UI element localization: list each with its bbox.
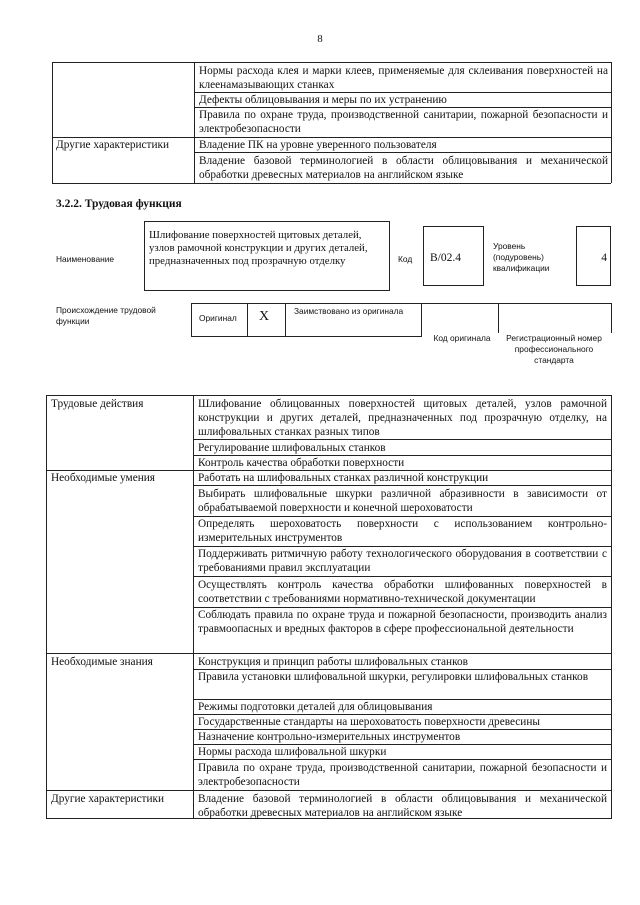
table-cell: Осуществлять контроль качества обработки шлифованных поверхностей в соответствии с требованиями нормативно-технической документации <box>198 579 607 605</box>
table-border <box>576 285 611 286</box>
table-cell: Поддерживать ритмичную работу технологического оборудования в соответствии с требованиями правил эксплуатации <box>198 548 607 574</box>
table-border <box>389 221 390 291</box>
table-cell: Режимы подготовки деталей для облицовывания <box>198 701 433 713</box>
table-border <box>52 183 611 184</box>
table-border <box>576 226 611 227</box>
table-cell: Владение базовой терминологией в области облицовывания и механической обработки древесных материалов на английском языке <box>199 155 608 181</box>
table-border <box>191 336 421 337</box>
table-border <box>610 226 611 286</box>
table-cell: Нормы расхода клея и марки клеев, применяемые для склеивания поверхностей на клеенамазывающих станках <box>199 65 608 91</box>
table-border <box>611 395 612 819</box>
table-border <box>46 395 47 819</box>
original-label: Оригинал <box>199 313 237 323</box>
table-border <box>285 303 286 337</box>
original-mark: X <box>259 309 270 324</box>
table-border <box>423 226 483 227</box>
section-heading: 3.2.2. Трудовая функция <box>56 198 182 210</box>
qualification-level: 4 <box>601 252 607 264</box>
code-label: Код <box>398 254 413 264</box>
table-border <box>144 221 145 291</box>
table-cell: Правила установки шлифовальной шкурки, регулировки шлифовальных станков <box>198 671 589 683</box>
reg-number-label: Регистрационный номер профессионального стандарта <box>506 333 602 365</box>
table-border <box>193 759 611 760</box>
borrowed-label: Заимствовано из оригинала <box>294 306 404 316</box>
table-cell: Нормы расхода шлифовальной шкурки <box>198 746 387 758</box>
level-label: Уровень (подуровень) квалификации <box>493 241 550 273</box>
row-label: Другие характеристики <box>56 139 170 151</box>
table-border <box>191 303 612 304</box>
table-border <box>46 395 611 396</box>
page-number: 8 <box>317 33 323 45</box>
table-border <box>611 303 612 333</box>
table-border <box>576 226 577 286</box>
table-border <box>611 62 612 183</box>
table-cell: Выбирать шлифовальные шкурки различной абразивности в зависимости от обрабатываемой поверхности и конечной шероховатости <box>198 488 607 514</box>
table-border <box>194 152 611 153</box>
table-cell: Правила по охране труда, производственной санитарии, пожарной безопасности и электробезопасности <box>198 762 607 788</box>
table-cell: Конструкция и принцип работы шлифовальных станков <box>198 656 468 668</box>
table-border <box>423 285 483 286</box>
table-cell: Определять шероховатость поверхности с использованием контрольно-измерительных инструментов <box>198 518 607 544</box>
table-border <box>247 303 248 337</box>
row-label: Трудовые действия <box>51 398 144 410</box>
function-name: Шлифование поверхностей щитовых деталей, узлов рамочной конструкции и других деталей, предназначенных под прозрачную отделку <box>149 229 368 267</box>
table-border <box>144 290 389 291</box>
table-cell: Регулирование шлифовальных станков <box>198 442 386 454</box>
table-border <box>498 303 499 333</box>
table-border <box>193 485 611 486</box>
table-border <box>191 303 192 337</box>
table-border <box>421 303 422 337</box>
table-border <box>423 226 424 286</box>
table-cell: Правила по охране труда, производственной санитарии, пожарной безопасности и электробезопасности <box>199 109 608 135</box>
row-label: Необходимые умения <box>51 472 155 484</box>
table-border <box>46 653 611 654</box>
row-label: Необходимые знания <box>51 656 153 668</box>
table-border <box>193 439 611 440</box>
table-cell: Назначение контрольно-измерительных инструментов <box>198 731 461 743</box>
table-cell: Владение ПК на уровне уверенного пользователя <box>199 139 437 151</box>
table-border <box>52 62 611 63</box>
table-cell: Владение базовой терминологией в области облицовывания и механической обработки древесных материалов на английском языке <box>198 793 607 819</box>
row-label: Другие характеристики <box>51 793 165 805</box>
table-border <box>193 576 611 577</box>
table-cell: Государственные стандарты на шероховатость поверхности древесины <box>198 716 540 728</box>
table-border <box>194 62 195 183</box>
table-cell: Контроль качества обработки поверхности <box>198 457 405 469</box>
table-cell: Дефекты облицовывания и меры по их устранению <box>199 94 447 106</box>
table-cell: Работать на шлифовальных станках различной конструкции <box>198 472 489 484</box>
table-cell: Шлифование облицованных поверхностей щитовых деталей, узлов рамочной конструкции и других деталей, предназначенных под прозрачную отделку, на шлифовальных станках разных типов <box>198 398 607 438</box>
table-cell: Соблюдать правила по охране труда и пожарной безопасности, производить анализ травмоопасных и вредных факторов в сфере профессиональной деятельности <box>198 609 607 635</box>
table-border <box>46 790 611 791</box>
code-original-label: Код оригинала <box>433 333 491 343</box>
name-label: Наименование <box>56 254 115 264</box>
table-border <box>52 62 53 183</box>
table-border <box>144 221 389 222</box>
table-border <box>483 226 484 286</box>
function-code: B/02.4 <box>430 252 461 264</box>
origin-label: Происхождение трудовой функции <box>56 305 156 326</box>
